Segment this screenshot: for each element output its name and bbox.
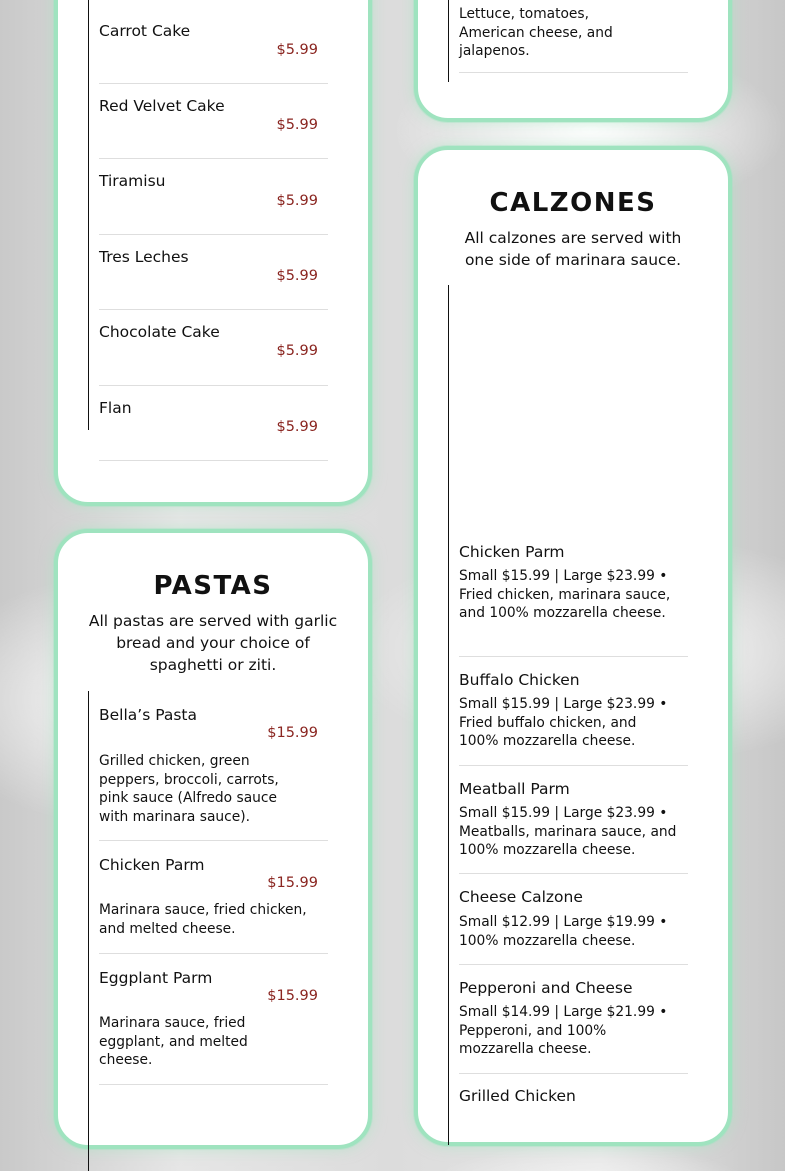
dessert-name-carrot-cake: Carrot Cake xyxy=(99,22,191,40)
pasta-name-bellas: Bella’s Pasta xyxy=(99,706,198,724)
calzones-divider-vertical xyxy=(448,285,449,1145)
pastas-divider-vertical xyxy=(88,691,89,1171)
burger-divider-vertical xyxy=(448,0,449,82)
pasta-description-eggplant-parm: Marinara sauce, fried eggplant, and melted cheese. xyxy=(99,1015,248,1068)
dessert-name-chocolate-cake: Chocolate Cake xyxy=(99,323,220,341)
calzone-name-grilled-chicken: Grilled Chicken xyxy=(459,1087,576,1105)
calzone-separator xyxy=(459,873,688,874)
pasta-price-eggplant-parm: $15.99 xyxy=(267,988,318,1004)
pasta-separator xyxy=(99,1084,328,1085)
dessert-separator xyxy=(99,158,328,159)
calzones-title: CALZONES xyxy=(489,188,657,218)
dessert-price-tiramisu: $5.99 xyxy=(276,193,318,209)
dessert-separator xyxy=(99,385,328,386)
dessert-name-flan: Flan xyxy=(99,399,132,417)
dessert-price-red-velvet: $5.99 xyxy=(276,117,318,133)
dessert-price-carrot-cake: $5.99 xyxy=(276,42,318,58)
calzone-description-chicken-parm: Small $15.99 | Large $23.99 • Fried chicken, marinara sauce, and 100% mozzarella cheese. xyxy=(459,568,671,621)
desserts-card xyxy=(54,0,372,506)
calzone-name-chicken-parm: Chicken Parm xyxy=(459,543,565,561)
burger-description: Lettuce, tomatoes, American cheese, and jalapenos. xyxy=(459,6,613,59)
dessert-separator xyxy=(99,460,328,461)
calzone-description-cheese: Small $12.99 | Large $19.99 • 100% mozzarella cheese. xyxy=(459,914,668,949)
pasta-price-bellas: $15.99 xyxy=(267,725,318,741)
calzone-name-pepperoni-cheese: Pepperoni and Cheese xyxy=(459,979,633,997)
dessert-name-red-velvet: Red Velvet Cake xyxy=(99,97,225,115)
pastas-title: PASTAS xyxy=(153,571,273,601)
dessert-price-chocolate-cake: $5.99 xyxy=(276,343,318,359)
calzone-description-pepperoni-cheese: Small $14.99 | Large $21.99 • Pepperoni, and 100% mozzarella cheese. xyxy=(459,1004,668,1057)
pasta-name-chicken-parm: Chicken Parm xyxy=(99,856,205,874)
calzone-separator xyxy=(459,964,688,965)
pasta-description-bellas: Grilled chicken, green peppers, broccoli, carrots, pink sauce (Alfredo sauce with marinara sauce). xyxy=(99,753,279,825)
desserts-divider-vertical xyxy=(88,0,89,430)
pastas-card xyxy=(54,529,372,1149)
dessert-name-tres-leches: Tres Leches xyxy=(99,248,189,266)
calzone-name-buffalo-chicken: Buffalo Chicken xyxy=(459,671,580,689)
pasta-separator xyxy=(99,953,328,954)
dessert-price-flan: $5.99 xyxy=(276,419,318,435)
calzone-separator xyxy=(459,1073,688,1074)
dessert-separator xyxy=(99,234,328,235)
calzone-name-meatball-parm: Meatball Parm xyxy=(459,780,570,798)
pasta-price-chicken-parm: $15.99 xyxy=(267,875,318,891)
pasta-separator xyxy=(99,840,328,841)
dessert-separator xyxy=(99,309,328,310)
pasta-name-eggplant-parm: Eggplant Parm xyxy=(99,969,213,987)
calzones-subtitle: All calzones are served with one side of marinara sauce. xyxy=(464,229,682,269)
calzone-name-cheese: Cheese Calzone xyxy=(459,888,583,906)
dessert-name-tiramisu: Tiramisu xyxy=(99,172,166,190)
pastas-subtitle: All pastas are served with garlic bread and your choice of spaghetti or ziti. xyxy=(88,612,338,674)
calzone-separator xyxy=(459,765,688,766)
dessert-price-tres-leches: $5.99 xyxy=(276,268,318,284)
calzones-card xyxy=(414,146,732,1146)
calzone-separator xyxy=(459,656,688,657)
calzone-description-meatball-parm: Small $15.99 | Large $23.99 • Meatballs, marinara sauce, and 100% mozzarella cheese. xyxy=(459,805,677,858)
burger-separator xyxy=(459,72,688,73)
dessert-separator xyxy=(99,83,328,84)
calzone-description-buffalo-chicken: Small $15.99 | Large $23.99 • Fried buffalo chicken, and 100% mozzarella cheese. xyxy=(459,696,668,749)
pasta-description-chicken-parm: Marinara sauce, fried chicken, and melted cheese. xyxy=(99,902,307,937)
burger-card xyxy=(414,0,732,122)
